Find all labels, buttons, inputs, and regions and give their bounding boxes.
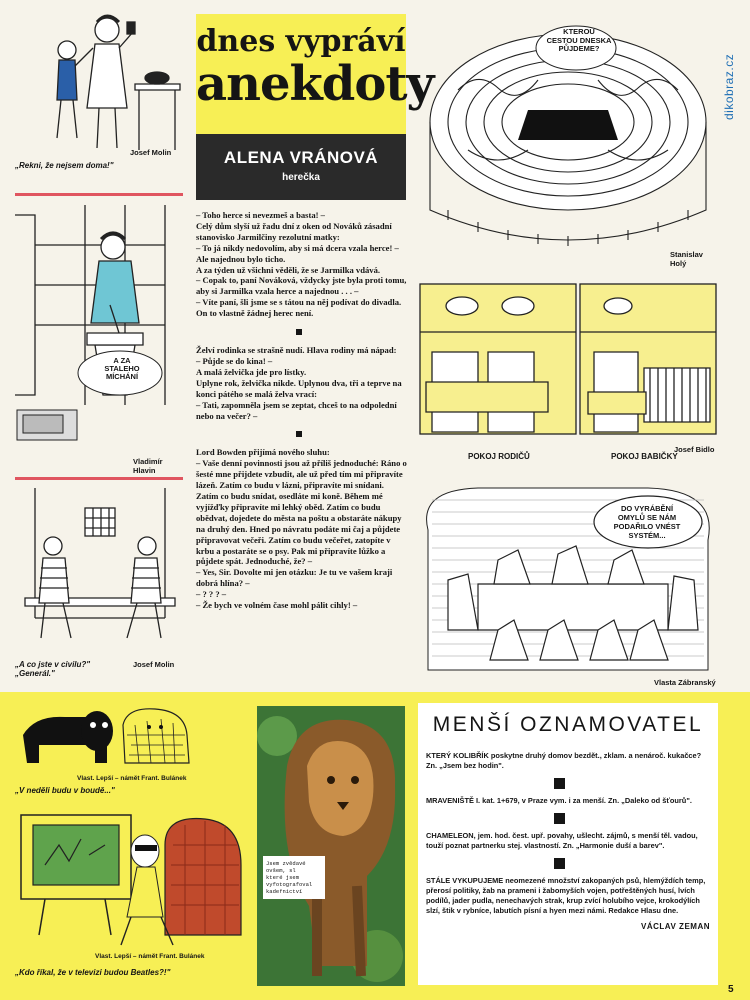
anecdote-paragraph: Celý dům slyší už řadu dní z oken od Nováků zásadní stanovisko Jarmilčiny rezolutní matky: bbox=[196, 220, 392, 242]
separator-square bbox=[554, 778, 565, 789]
cartoon-maze-bubble bbox=[540, 28, 618, 54]
cartoon-dogs-author: Vlast. Lepší – námět Frant. Bulánek bbox=[77, 775, 187, 782]
anecdote-3 bbox=[196, 447, 408, 611]
anecdote-paragraph: – Že bych ve volném čase mohl pálit cihly! – bbox=[196, 600, 358, 611]
lion-note-line: kadeřnictví bbox=[266, 888, 303, 895]
anecdotes-column bbox=[196, 210, 408, 611]
cartoon-meeting-bubble-line: DO VYRÁBĚNÍ bbox=[620, 504, 674, 513]
lion-drawing bbox=[257, 706, 405, 986]
cartoon-meeting-bubble-line: OMYLŮ SE NÁM bbox=[617, 513, 677, 522]
separator-square bbox=[296, 431, 302, 437]
title-line-2: anekdoty bbox=[196, 56, 434, 112]
cartoon-mixer-bubble-line: STALEHO bbox=[104, 364, 140, 373]
cartoon-maze-bubble-line: CESTOU DNESKA bbox=[546, 35, 612, 45]
separator-1 bbox=[15, 193, 183, 196]
lion-note bbox=[263, 856, 325, 899]
anecdote-paragraph: – Tati, zapomněla jsem se zeptat, chceš to na odpolední nebo na večer? – bbox=[196, 399, 397, 421]
cartoon-meeting bbox=[418, 480, 718, 690]
cartoon-mixer bbox=[15, 205, 185, 475]
anecdote-paragraph: Uplyne rok, želvička nikde. Uplynou dva, tři a teprve na konci pátého se malá želva vrací: bbox=[196, 377, 402, 399]
cartoon-phone-author: Josef Molin bbox=[130, 148, 172, 157]
oznamovatel-items bbox=[418, 751, 718, 931]
anecdote-paragraph: A malá želvička jde pro lístky. bbox=[196, 366, 307, 377]
lion-note-line: Jsem zvědavé bbox=[266, 860, 306, 867]
cartoon-rooms bbox=[418, 282, 718, 472]
anecdote-paragraph: – Yes, Sir. Dovolte mi jen otázku: Je tu ve vašem kraji dobrá hlína? – bbox=[196, 567, 393, 589]
anecdote-paragraph: Želví rodinka se strašně nudí. Hlava rodiny má nápad: bbox=[196, 345, 397, 356]
cartoon-meeting-bubble-line: PODAŘILO VNÉST bbox=[613, 522, 681, 531]
anecdote-paragraph: Ale najednou bylo ticho. bbox=[196, 253, 286, 264]
anecdote-paragraph: – Víte paní, šli jsme se s tátou na něj podívat do divadla. On to vlastně žádnej herec není. bbox=[196, 297, 402, 319]
cartoon-dogs-caption: „V neděli budu v boudě..." bbox=[15, 786, 115, 795]
anecdote-paragraph: – Copak to, paní Nováková, vždycky jste byla proti tomu, aby si Jarmilka vzala herce a najednou . . . – bbox=[196, 275, 407, 297]
cartoon-prison bbox=[15, 488, 185, 688]
cartoon-dogs bbox=[15, 705, 195, 800]
lion-photo bbox=[257, 706, 405, 986]
anecdote-paragraph: – Toho herce si nevezmeš a basta! – bbox=[196, 210, 325, 220]
cartoon-tv-drawing bbox=[15, 805, 247, 955]
page-number: 5 bbox=[728, 984, 734, 995]
cartoon-mixer-drawing bbox=[15, 205, 185, 445]
cartoon-tv bbox=[15, 805, 247, 995]
anecdote-paragraph: A za týden už všichni věděli, že se Jarmilka vdává. bbox=[196, 264, 381, 275]
cartoon-maze-bubble-line: PŮJDEME? bbox=[558, 44, 600, 53]
oznamovatel-box bbox=[418, 703, 718, 985]
anecdote-paragraph: – To já nikdy nedovolím, aby si má dcera vzala herce! – bbox=[196, 242, 399, 253]
author-role: herečka bbox=[282, 172, 320, 183]
title-box bbox=[196, 14, 434, 134]
cartoon-meeting-author: Vlasta Zábranský bbox=[654, 678, 716, 687]
separator-square bbox=[554, 813, 565, 824]
cartoon-meeting-bubble bbox=[604, 504, 690, 540]
cartoon-maze-bubble-line: KTEROU bbox=[563, 27, 595, 36]
separator-square bbox=[554, 858, 565, 869]
cartoon-rooms-drawing bbox=[418, 282, 718, 442]
separator-square bbox=[296, 329, 302, 335]
cartoon-tv-author: Vlast. Lepší – námět Frant. Bulánek bbox=[95, 953, 205, 960]
cartoon-meeting-bubble-line: SYSTÉM... bbox=[628, 531, 666, 540]
lion-note-line: vyfotografoval bbox=[266, 881, 313, 888]
cartoon-dogs-drawing bbox=[15, 705, 195, 775]
anecdote-paragraph: – Půjde se do kina! – bbox=[196, 355, 273, 366]
anecdote-paragraph: – Vaše denní povinnosti jsou až příliš jednoduché: Ráno o šesté mne přijdete vzbudit, ale už před tím mi připravíte lázeň. Zatím co budu v lázni, připravíte mi snídani. Zatím co budu snídat, osedláte mi koně. Během mé vyjížďky připravíte mi lehký oběd. Zatím co budu obědvat, dojedete do města na poštu a obstaráte nákupy na druhý den. Hned po návratu podáte mi čaj a půjdete připravovat večeři. Zatím co budu večeřet, zatopíte v krbu a postaráte se o psy. Pak mi připravíte lůžko a půjdete spát. Jednoduché, že? – bbox=[196, 458, 407, 567]
cartoon-rooms-author: Josef Bidlo bbox=[674, 445, 715, 454]
cartoon-maze-author: Stanislav Holý bbox=[670, 250, 703, 268]
name-box bbox=[196, 134, 406, 200]
rooms-label-left: POKOJ RODIČŮ bbox=[468, 452, 530, 461]
cartoon-prison-caption-line: „Generál." bbox=[15, 669, 55, 678]
watermark: dikobraz.cz bbox=[722, 53, 736, 120]
author-name: ALENA VRÁNOVÁ bbox=[223, 148, 379, 167]
cartoon-tv-caption: „Kdo říkal, že v televizi budou Beatles?!" bbox=[15, 968, 171, 977]
cartoon-prison-author: Josef Molin bbox=[133, 660, 175, 669]
anecdote-paragraph: – ? ? ? – bbox=[196, 589, 227, 600]
anecdote-2 bbox=[196, 345, 408, 421]
oznamovatel-item: STÁLE VYKUPUJEME neomezené množství zakopaných psů, hlemýždích temp, přerosí politiky, žab na prameni i žabomyších vojen, potřeštěných husí, lvích podílů, jader pudla, nenechavých strak, krup zvící holubího vejce, krokodýlích slzí, štik v rybníce, labutích písní a hyen mezi námi. Redakce Hlasu dne. bbox=[426, 876, 706, 915]
cartoon-prison-caption-line: „A co jste v civilu?" bbox=[15, 660, 91, 669]
oznamovatel-item: KTERÝ KOLIBŘÍK poskytne druhý domov bezdět., zklam. a nenároč. kukačce? Zn. „Jsem bez hodin". bbox=[426, 751, 702, 770]
anecdote-paragraph: Lord Bowden přijímá nového sluhu: bbox=[196, 447, 330, 458]
rooms-label-right: POKOJ BABIČKY bbox=[611, 452, 678, 461]
cartoon-phone-caption: „Rekni, že nejsem doma!" bbox=[15, 161, 114, 170]
anecdote-1 bbox=[196, 210, 408, 319]
lion-note-line: ovšem, sl bbox=[266, 867, 296, 874]
oznamovatel-title: MENŠÍ OZNAMOVATEL bbox=[432, 713, 704, 736]
oznamovatel-item: CHAMELEON, jem. hod. čest. upř. povahy, ušlecht. zájmů, s menší těl. vadou, touží poznat partnerku stej. vlastností. Zn. „Harmonie duší a barev". bbox=[426, 831, 698, 850]
title-line-1: dnes vypráví bbox=[196, 24, 406, 59]
cartoon-mixer-bubble-line: A ZA bbox=[113, 356, 131, 365]
cartoon-prison-drawing bbox=[15, 488, 185, 658]
cartoon-mixer-bubble bbox=[97, 357, 147, 381]
lion-note-line: které jsem bbox=[266, 874, 300, 881]
cartoon-phone-drawing bbox=[15, 8, 185, 158]
separator-2 bbox=[15, 477, 183, 480]
cartoon-phone bbox=[15, 8, 185, 183]
cartoon-mixer-author: Vladimír Hlavin bbox=[133, 457, 163, 475]
cartoon-mixer-bubble-line: MÍCHÁNÍ bbox=[105, 372, 139, 381]
oznamovatel-signature: VÁCLAV ZEMAN bbox=[641, 922, 710, 931]
cartoon-prison-caption bbox=[15, 660, 90, 678]
cartoon-maze bbox=[418, 10, 718, 272]
oznamovatel-item: MRAVENIŠTĚ I. kat. 1+679, v Praze vym. i za menší. Zn. „Daleko od šťourů". bbox=[426, 796, 692, 805]
